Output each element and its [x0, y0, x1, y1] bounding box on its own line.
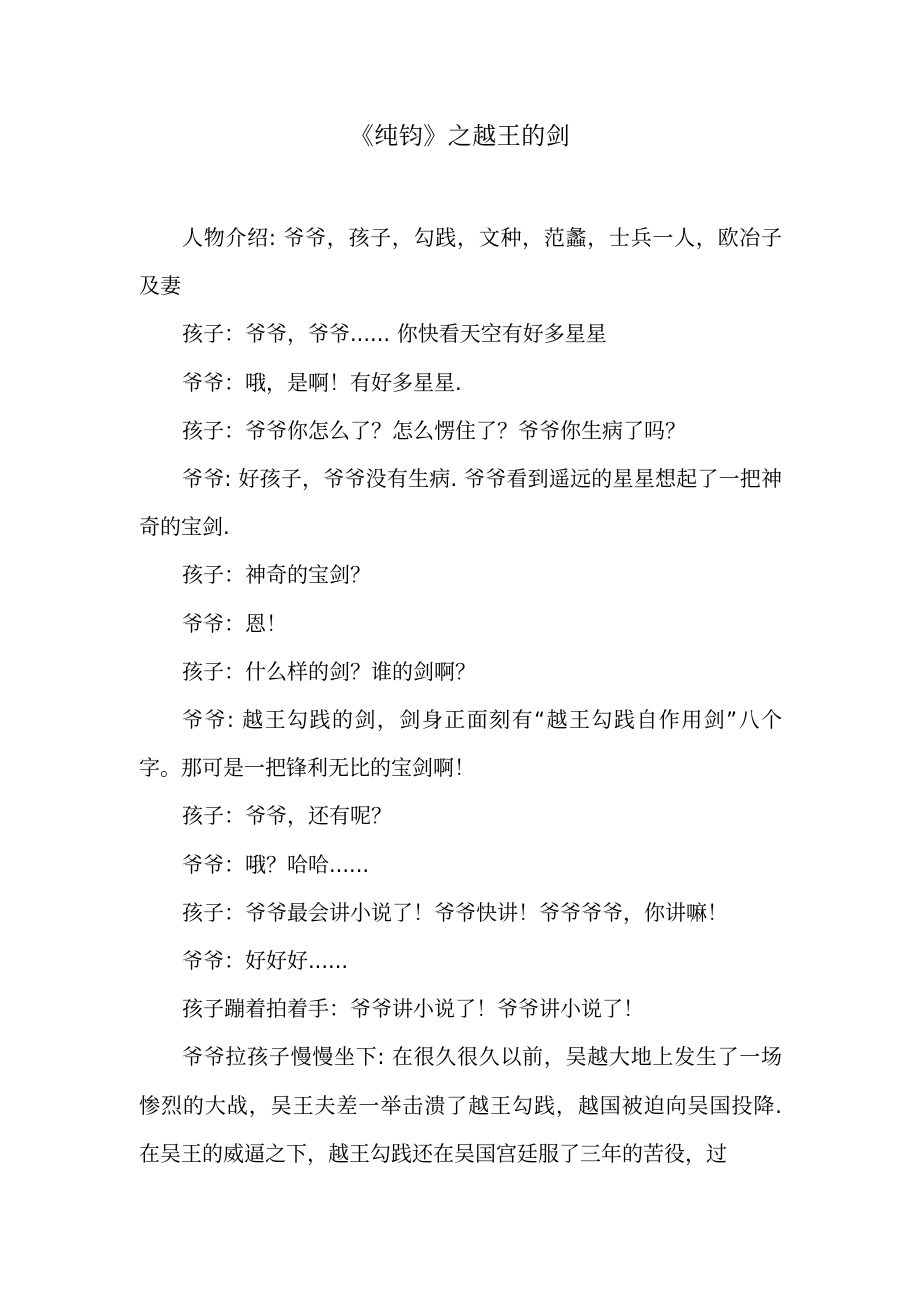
- paragraph-narration: 爷爷拉孩子慢慢坐下: 在很久很久以前，吴越大地上发生了一场惨烈的大战，吴王夫差一举击溃了越王勾践，越国被迫向吴国投降. 在吴王的威逼之下，越王勾践还在吴国宫廷服了三年的苦役，过: [139, 1045, 782, 1166]
- paragraph-dialogue: 孩子：爷爷，还有呢？: [182, 804, 392, 829]
- paragraph-dialogue: 爷爷: 越王勾践的剑，剑身正面刻有“越王勾践自作用剑”八个字。那可是一把锋利无比的宝剑啊！: [139, 708, 782, 781]
- paragraph-dialogue: 孩子：什么样的剑？谁的剑啊？: [182, 659, 476, 684]
- paragraph-dialogue: 孩子：爷爷，爷爷...... 你快看天空有好多星星: [182, 322, 607, 347]
- paragraph-dialogue: 孩子：爷爷你怎么了？怎么愣住了？爷爷你生病了吗？: [182, 418, 686, 443]
- paragraph-characters: 人物介绍: 爷爷，孩子，勾践，文种，范蠡，士兵一人，欧冶子及妻: [139, 226, 782, 299]
- document-body: [139, 214, 782, 1178]
- document-title: 《纯钧》之越王的剑: [349, 122, 571, 150]
- paragraph-dialogue: 爷爷：好好好......: [182, 949, 349, 974]
- paragraph-dialogue: 孩子蹦着拍着手：爷爷讲小说了！爷爷讲小说了！: [182, 997, 644, 1022]
- paragraph-dialogue: 孩子：爷爷最会讲小说了！爷爷快讲！爷爷爷爷，你讲嘛！: [182, 900, 728, 925]
- paragraph-dialogue: 爷爷：哦，是啊！有好多星星.: [182, 370, 462, 395]
- paragraph-dialogue: 爷爷: 好孩子，爷爷没有生病. 爷爷看到遥远的星星想起了一把神奇的宝剑.: [139, 467, 782, 540]
- paragraph-dialogue: 孩子：神奇的宝剑？: [182, 563, 371, 588]
- paragraph-dialogue: 爷爷：恩！: [182, 611, 287, 636]
- paragraph-dialogue: 爷爷：哦？哈哈......: [182, 852, 370, 877]
